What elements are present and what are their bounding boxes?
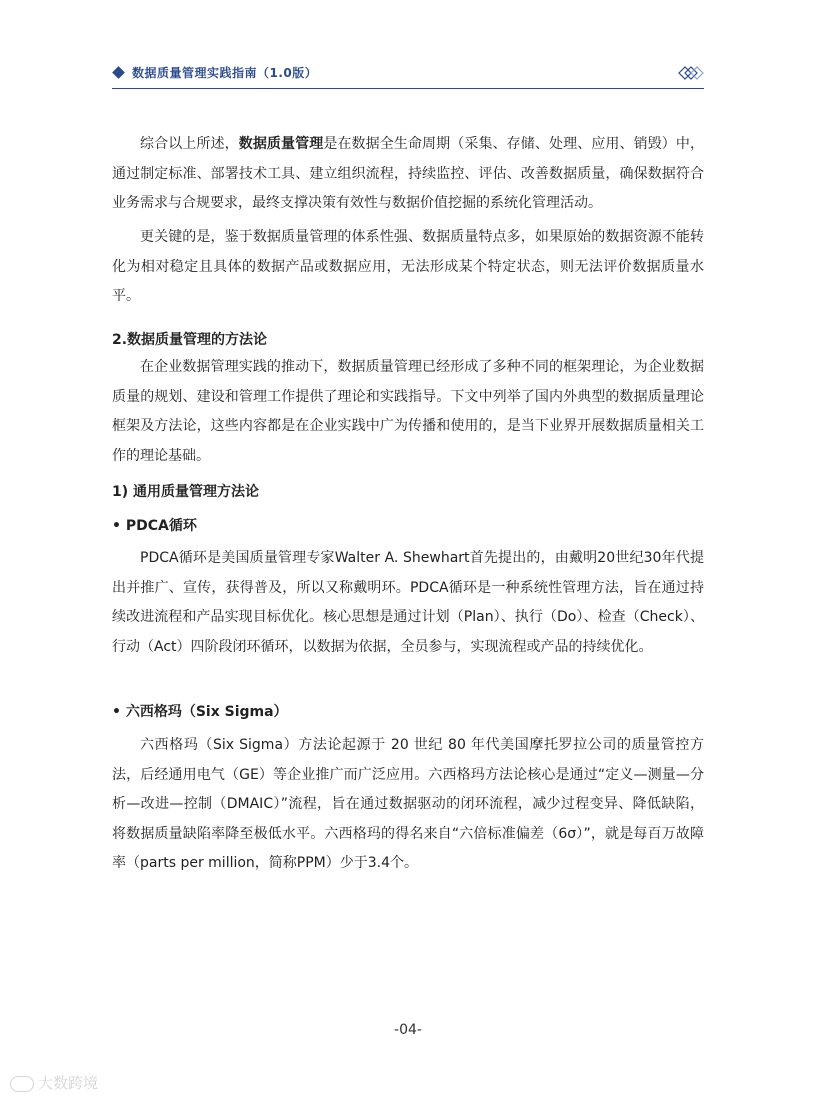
summary-suffix: 是在数据全生命周期（采集、存储、处理、应用、销毁）中，通过制定标准、部署技术工具、建立组织流程，持续监控、评估、改善数据质量，确保数据符合业务需求与合规要求，最终支撑决策有效性与数据价值挖掘的系统化管理活动。	[112, 136, 705, 211]
page-header	[112, 64, 704, 89]
section-heading: 2.数据质量管理的方法论	[112, 332, 268, 348]
double-diamond-icon	[678, 64, 704, 82]
watermark-logo-icon	[10, 1076, 34, 1092]
pdca-heading: • PDCA循环	[112, 512, 197, 541]
watermark-text: 大数跨境	[38, 1074, 99, 1092]
page-number: -04-	[394, 1022, 422, 1038]
summary-paragraph	[112, 130, 704, 219]
subsection-heading: 1) 通用质量管理方法论	[112, 484, 260, 500]
six-sigma-heading: • 六西格玛（Six Sigma）	[112, 698, 288, 727]
watermark	[10, 1072, 98, 1093]
diamond-bullet-icon	[112, 66, 125, 79]
six-sigma-paragraph: 六西格玛（Six Sigma）方法论起源于 20 世纪 80 年代美国摩托罗拉公司的质量管控方法，后经通用电气（GE）等企业推广而广泛应用。六西格玛方法论核心是通过“定义—测量—分析—改进—控制（DMAIC）”流程，旨在通过数据驱动的闭环流程，减少过程变异、降低缺陷，将数据质量缺陷率降至极低水平。六西格玛的得名来自“六倍标准偏差（6σ）”，就是每百万故障率（parts per million，简称PPM）少于3.4个。	[112, 737, 704, 871]
key-point-paragraph: 更关键的是，鉴于数据质量管理的体系性强、数据质量特点多，如果原始的数据资源不能转化为相对稳定且具体的数据产品或数据应用，无法形成某个特定状态，则无法评价数据质量水平。	[112, 229, 704, 304]
header-title: 数据质量管理实践指南（1.0版）	[132, 66, 318, 80]
section-intro-paragraph: 在企业数据管理实践的推动下，数据质量管理已经形成了多种不同的框架理论，为企业数据质量的规划、建设和管理工作提供了理论和实践指导。下文中列举了国内外典型的数据质量理论框架及方法论，这些内容都是在企业实践中广为传播和使用的，是当下业界开展数据质量相关工作的理论基础。	[112, 359, 704, 464]
summary-prefix: 综合以上所述，	[140, 136, 239, 152]
summary-bold-term: 数据质量管理	[238, 136, 324, 152]
pdca-paragraph: PDCA循环是美国质量管理专家Walter A. Shewhart首先提出的，由戴明20世纪30年代提出并推广、宣传，获得普及，所以又称戴明环。PDCA循环是一种系统性管理方法，旨在通过持续改进流程和产品实现目标优化。核心思想是通过计划（Plan）、执行（Do）、检查（Check）、行动（Act）四阶段闭环循环，以数据为依据，全员参与，实现流程或产品的持续优化。	[112, 550, 704, 655]
